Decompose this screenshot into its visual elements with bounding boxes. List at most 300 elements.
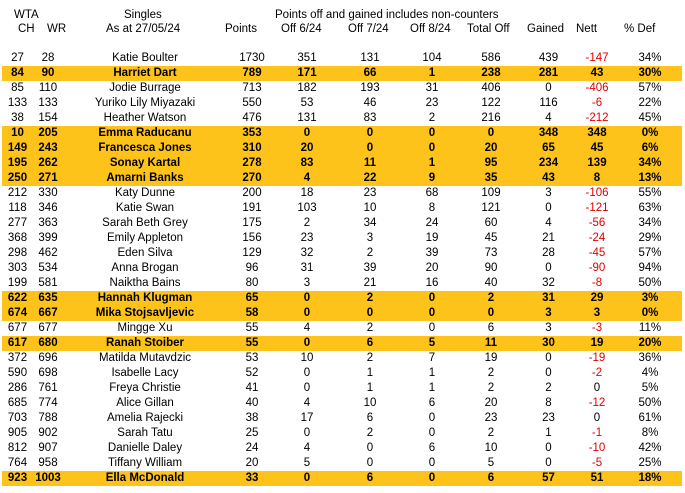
table-row (2, 291, 682, 306)
cell-total-off: 23 (484, 412, 498, 424)
cell-total-off: 2 (487, 382, 495, 394)
header-off-7-24: Off 7/24 (348, 23, 389, 35)
cell-gained: 8 (545, 397, 552, 409)
cell-gained: 57 (521, 471, 576, 486)
cell-wr: 907 (38, 442, 58, 454)
header-singles: Singles (124, 9, 162, 21)
cell-gained: 32 (542, 277, 555, 289)
cell-total-off: 11 (461, 336, 521, 351)
table-row (2, 156, 682, 171)
table-row (2, 351, 682, 366)
cell-wr: 462 (38, 247, 58, 259)
table-row (2, 396, 682, 411)
cell-off-6-24: 103 (297, 202, 317, 214)
cell-ch: 133 (7, 97, 28, 109)
cell-ch: 277 (7, 217, 28, 229)
cell-off-8-24: 1 (428, 367, 436, 379)
cell-player-name: Harriet Dart (63, 66, 227, 81)
header-points: Points (225, 23, 257, 35)
cell-off-8-24: 0 (403, 471, 461, 486)
cell-off-6-24: 20 (277, 141, 337, 156)
cell-ch: 622 (2, 291, 33, 306)
cell-nett: -56 (588, 217, 606, 229)
cell-wr: 363 (38, 217, 58, 229)
cell-off-8-24: 0 (403, 126, 461, 141)
cell-off-8-24: 0 (403, 306, 461, 321)
cell-total-off: 35 (461, 171, 521, 186)
table-row (2, 261, 682, 276)
table-row (2, 381, 682, 396)
cell-player-name: Jodie Burrage (109, 82, 181, 94)
cell-player-name: Sarah Beth Grey (102, 217, 188, 229)
cell-off-7-24: 0 (366, 442, 374, 454)
cell-gained: 0 (545, 262, 552, 274)
cell-nett: 348 (576, 126, 618, 141)
cell-total-off: 45 (484, 232, 498, 244)
cell-total-off: 90 (484, 262, 498, 274)
cell-gained: 0 (545, 202, 552, 214)
cell-nett: -19 (588, 352, 606, 364)
cell-off-6-24: 2 (303, 217, 311, 229)
cell-wr: 28 (41, 52, 55, 64)
cell-off-8-24: 6 (428, 442, 436, 454)
cell-total-off: 19 (484, 352, 498, 364)
cell-ch: 149 (2, 141, 33, 156)
cell-off-7-24: 11 (337, 156, 403, 171)
cell-wr: 635 (33, 291, 63, 306)
cell-nett: 0 (593, 382, 601, 394)
table-row (2, 126, 682, 141)
cell-wr: 534 (38, 262, 58, 274)
cell-ch: 372 (7, 352, 28, 364)
header-pct-def: % Def (624, 23, 656, 35)
cell-off-8-24: 5 (403, 336, 461, 351)
cell-wr: 243 (33, 141, 63, 156)
cell-pct-def: 5% (641, 382, 659, 394)
cell-off-8-24: 0 (428, 457, 436, 469)
table-row (2, 366, 682, 381)
cell-gained: 23 (542, 412, 555, 424)
cell-pct-def: 18% (618, 471, 682, 486)
cell-off-7-24: 2 (366, 322, 374, 334)
cell-ch: 674 (2, 306, 33, 321)
cell-wr: 677 (38, 322, 58, 334)
cell-off-6-24: 0 (277, 306, 337, 321)
cell-gained: 4 (545, 217, 552, 229)
cell-nett: -24 (588, 232, 606, 244)
cell-wr: 262 (33, 156, 63, 171)
cell-points: 96 (245, 262, 259, 274)
cell-total-off: 2 (487, 427, 495, 439)
cell-points: 550 (242, 97, 262, 109)
cell-off-6-24: 4 (303, 442, 311, 454)
cell-off-7-24: 23 (363, 187, 377, 199)
cell-off-6-24: 10 (300, 352, 314, 364)
cell-gained: 3 (521, 306, 576, 321)
cell-points: 33 (227, 471, 277, 486)
cell-off-8-24: 24 (425, 217, 439, 229)
cell-player-name: Mingge Xu (117, 322, 173, 334)
cell-nett: 8 (576, 171, 618, 186)
cell-off-7-24: 0 (337, 306, 403, 321)
cell-wr: 958 (38, 457, 58, 469)
cell-points: 25 (245, 427, 259, 439)
cell-pct-def: 45% (638, 112, 662, 124)
cell-off-6-24: 83 (277, 156, 337, 171)
cell-points: 80 (245, 277, 259, 289)
cell-total-off: 6 (487, 322, 495, 334)
cell-player-name: Emily Appleton (106, 232, 184, 244)
cell-total-off: 20 (461, 141, 521, 156)
cell-player-name: Heather Watson (103, 112, 187, 124)
cell-off-6-24: 351 (297, 52, 317, 64)
cell-off-6-24: 131 (297, 112, 317, 124)
cell-player-name: Eden Silva (117, 247, 173, 259)
cell-wr: 205 (33, 126, 63, 141)
cell-player-name: Sarah Tatu (117, 427, 173, 439)
cell-gained: 234 (521, 156, 576, 171)
cell-ch: 118 (8, 202, 27, 214)
cell-total-off: 5 (487, 457, 495, 469)
table-row (2, 426, 682, 441)
cell-pct-def: 63% (638, 202, 662, 214)
cell-player-name: Katie Swan (115, 202, 175, 214)
cell-gained: 348 (521, 126, 576, 141)
table-row (2, 306, 682, 321)
cell-pct-def: 6% (618, 141, 682, 156)
cell-nett: -121 (585, 202, 609, 214)
cell-nett: -90 (588, 262, 606, 274)
table-row (2, 321, 682, 336)
cell-player-name: Hannah Klugman (63, 291, 227, 306)
table-row (2, 201, 682, 216)
cell-points: 200 (242, 187, 262, 199)
cell-points: 52 (245, 367, 259, 379)
cell-pct-def: 4% (641, 367, 659, 379)
table-row (2, 66, 682, 81)
cell-wr: 399 (38, 232, 58, 244)
cell-nett: 43 (576, 66, 618, 81)
cell-nett: -12 (588, 397, 606, 409)
cell-off-6-24: 171 (277, 66, 337, 81)
cell-off-8-24: 16 (425, 277, 439, 289)
cell-total-off: 121 (481, 202, 501, 214)
cell-player-name: Francesca Jones (63, 141, 227, 156)
cell-off-7-24: 2 (366, 427, 374, 439)
cell-off-6-24: 31 (300, 262, 314, 274)
cell-wr: 774 (38, 397, 58, 409)
cell-off-8-24: 104 (422, 52, 442, 64)
cell-total-off: 109 (481, 187, 501, 199)
cell-ch: 685 (7, 397, 28, 409)
cell-off-7-24: 0 (337, 126, 403, 141)
cell-nett: 0 (593, 412, 601, 424)
cell-ch: 85 (11, 82, 24, 94)
cell-points: 129 (242, 247, 262, 259)
table-row (2, 51, 682, 66)
cell-off-6-24: 53 (300, 97, 314, 109)
cell-off-8-24: 31 (425, 82, 439, 94)
cell-off-6-24: 4 (277, 171, 337, 186)
table-row (2, 456, 682, 471)
cell-off-7-24: 193 (360, 82, 380, 94)
cell-pct-def: 34% (638, 52, 662, 64)
cell-wr: 271 (33, 171, 63, 186)
cell-pct-def: 57% (638, 247, 662, 259)
cell-off-8-24: 1 (428, 382, 436, 394)
cell-player-name: Yuriko Lily Miyazaki (94, 97, 196, 109)
cell-gained: 2 (545, 382, 552, 394)
cell-points: 55 (245, 322, 259, 334)
cell-player-name: Danielle Daley (107, 442, 183, 454)
cell-wr: 761 (38, 382, 58, 394)
cell-off-8-24: 0 (403, 291, 461, 306)
cell-pct-def: 20% (618, 336, 682, 351)
cell-ch: 84 (2, 66, 33, 81)
cell-off-6-24: 0 (277, 336, 337, 351)
cell-total-off: 2 (461, 291, 521, 306)
cell-player-name: Amelia Rajecki (106, 412, 184, 424)
cell-points: 1730 (239, 52, 265, 64)
cell-player-name: Ella McDonald (63, 471, 227, 486)
cell-gained: 116 (539, 97, 558, 109)
cell-off-7-24: 1 (366, 382, 374, 394)
cell-ch: 703 (7, 412, 28, 424)
cell-pct-def: 29% (638, 232, 662, 244)
cell-player-name: Mika Stojsavljevic (63, 306, 227, 321)
cell-total-off: 95 (461, 156, 521, 171)
cell-player-name: Matilda Mutavdzic (98, 352, 192, 364)
cell-wr: 330 (38, 187, 58, 199)
cell-total-off: 60 (484, 217, 498, 229)
cell-pct-def: 13% (618, 171, 682, 186)
cell-ch: 38 (11, 112, 24, 124)
cell-gained: 3 (545, 322, 552, 334)
cell-off-7-24: 0 (337, 141, 403, 156)
cell-player-name: Sonay Kartal (63, 156, 227, 171)
cell-ch: 298 (7, 247, 28, 259)
cell-pct-def: 36% (638, 352, 662, 364)
cell-nett: 45 (576, 141, 618, 156)
table-row (2, 246, 682, 261)
cell-off-6-24: 182 (297, 82, 317, 94)
cell-ch: 286 (7, 382, 28, 394)
cell-ch: 250 (2, 171, 33, 186)
cell-wr: 1003 (33, 471, 63, 486)
cell-nett: -5 (591, 457, 603, 469)
cell-off-7-24: 10 (363, 397, 377, 409)
cell-off-7-24: 131 (360, 52, 380, 64)
cell-pct-def: 55% (638, 187, 662, 199)
cell-nett: 29 (576, 291, 618, 306)
cell-gained: 4 (545, 112, 552, 124)
cell-total-off: 10 (484, 442, 498, 454)
cell-off-7-24: 1 (366, 367, 374, 379)
cell-ch: 27 (11, 52, 24, 64)
cell-off-8-24: 0 (428, 322, 436, 334)
cell-ch: 905 (7, 427, 28, 439)
cell-wr: 667 (33, 306, 63, 321)
cell-off-6-24: 5 (303, 457, 311, 469)
table-row (2, 441, 682, 456)
cell-nett: -106 (585, 187, 609, 199)
cell-total-off: 586 (481, 52, 501, 64)
header-wta: WTA (14, 9, 39, 21)
table-row (2, 81, 682, 96)
cell-wr: 90 (33, 66, 63, 81)
table-row (2, 111, 682, 126)
cell-player-name: Katie Boulter (112, 52, 178, 64)
cell-points: 713 (242, 82, 262, 94)
cell-nett: -2 (591, 367, 603, 379)
cell-off-8-24: 0 (403, 141, 461, 156)
cell-points: 310 (227, 141, 277, 156)
cell-off-7-24: 0 (366, 457, 374, 469)
cell-nett: -10 (588, 442, 606, 454)
cell-nett: -45 (588, 247, 606, 259)
cell-off-6-24: 3 (303, 277, 311, 289)
cell-off-7-24: 6 (366, 412, 374, 424)
cell-points: 278 (227, 156, 277, 171)
cell-ch: 812 (7, 442, 28, 454)
cell-gained: 1 (545, 427, 552, 439)
cell-gained: 31 (521, 291, 576, 306)
cell-player-name: Alice Gillan (116, 397, 174, 409)
cell-off-8-24: 1 (403, 156, 461, 171)
header-as-at: As at 27/05/24 (106, 23, 181, 35)
cell-off-7-24: 2 (337, 291, 403, 306)
cell-gained: 30 (521, 336, 576, 351)
cell-off-8-24: 39 (425, 247, 439, 259)
cell-pct-def: 22% (638, 97, 662, 109)
header-ch: CH (18, 23, 35, 35)
table-row (2, 336, 682, 351)
cell-player-name: Tiffany William (107, 457, 183, 469)
cell-off-7-24: 2 (366, 352, 374, 364)
cell-ch: 590 (7, 367, 28, 379)
table-row (2, 471, 682, 486)
cell-off-7-24: 22 (337, 171, 403, 186)
cell-off-6-24: 0 (303, 427, 311, 439)
cell-off-7-24: 3 (366, 232, 374, 244)
cell-wr: 133 (38, 97, 58, 109)
cell-ch: 368 (7, 232, 28, 244)
cell-nett: 19 (576, 336, 618, 351)
table-row (2, 96, 682, 111)
cell-player-name: Amarni Banks (63, 171, 227, 186)
cell-off-8-24: 0 (428, 427, 436, 439)
cell-nett: -1 (591, 427, 603, 439)
cell-pct-def: 61% (638, 412, 662, 424)
cell-nett: -8 (591, 277, 603, 289)
cell-gained: 43 (521, 171, 576, 186)
cell-ch: 10 (2, 126, 33, 141)
cell-ch: 677 (7, 322, 28, 334)
cell-off-7-24: 6 (337, 471, 403, 486)
cell-total-off: 122 (481, 97, 501, 109)
cell-off-6-24: 0 (303, 367, 311, 379)
cell-off-7-24: 46 (363, 97, 377, 109)
cell-pct-def: 94% (638, 262, 662, 274)
cell-gained: 28 (542, 247, 555, 259)
header-off-8-24: Off 8/24 (410, 23, 451, 35)
table-row (2, 186, 682, 201)
table-row (2, 171, 682, 186)
rankings-table (2, 51, 682, 486)
cell-off-7-24: 6 (337, 336, 403, 351)
cell-player-name: Freya Christie (109, 382, 181, 394)
cell-off-8-24: 6 (428, 397, 436, 409)
cell-off-7-24: 39 (363, 262, 377, 274)
cell-gained: 21 (542, 232, 555, 244)
cell-off-6-24: 4 (303, 322, 311, 334)
cell-total-off: 40 (484, 277, 498, 289)
cell-off-7-24: 83 (363, 112, 377, 124)
cell-gained: 0 (545, 457, 552, 469)
cell-gained: 0 (545, 367, 552, 379)
cell-wr: 110 (38, 82, 58, 94)
cell-off-6-24: 0 (303, 382, 311, 394)
cell-nett: -406 (585, 82, 609, 94)
header-off-6-24: Off 6/24 (281, 23, 322, 35)
header-gained: Gained (527, 23, 565, 35)
cell-pct-def: 34% (638, 217, 662, 229)
cell-wr: 680 (33, 336, 63, 351)
cell-points: 156 (242, 232, 262, 244)
cell-player-name: Naiktha Bains (109, 277, 181, 289)
table-row (2, 231, 682, 246)
cell-ch: 923 (2, 471, 33, 486)
cell-gained: 65 (521, 141, 576, 156)
cell-ch: 303 (7, 262, 28, 274)
table-row (2, 411, 682, 426)
cell-nett: -147 (585, 52, 609, 64)
cell-points: 38 (245, 412, 259, 424)
cell-off-8-24: 20 (425, 262, 439, 274)
cell-off-6-24: 23 (300, 232, 314, 244)
table-row (2, 141, 682, 156)
cell-pct-def: 25% (638, 457, 662, 469)
cell-points: 476 (242, 112, 262, 124)
cell-points: 24 (245, 442, 259, 454)
cell-off-7-24: 10 (363, 202, 377, 214)
cell-points: 20 (245, 457, 259, 469)
cell-pct-def: 57% (638, 82, 662, 94)
cell-off-8-24: 19 (425, 232, 439, 244)
cell-off-6-24: 18 (300, 187, 314, 199)
cell-ch: 617 (2, 336, 33, 351)
cell-off-7-24: 2 (366, 247, 374, 259)
cell-pct-def: 42% (638, 442, 662, 454)
cell-off-6-24: 0 (277, 126, 337, 141)
cell-pct-def: 50% (638, 397, 662, 409)
table-row (2, 216, 682, 231)
cell-points: 353 (227, 126, 277, 141)
cell-total-off: 6 (461, 471, 521, 486)
cell-nett: 3 (576, 306, 618, 321)
cell-gained: 0 (545, 442, 552, 454)
cell-off-8-24: 68 (425, 187, 439, 199)
cell-points: 65 (227, 291, 277, 306)
cell-off-6-24: 17 (300, 412, 314, 424)
cell-wr: 698 (38, 367, 58, 379)
cell-off-8-24: 8 (428, 202, 436, 214)
cell-ch: 212 (7, 187, 28, 199)
cell-off-8-24: 0 (428, 412, 436, 424)
cell-wr: 696 (38, 352, 58, 364)
cell-pct-def: 0% (618, 126, 682, 141)
cell-pct-def: 3% (618, 291, 682, 306)
